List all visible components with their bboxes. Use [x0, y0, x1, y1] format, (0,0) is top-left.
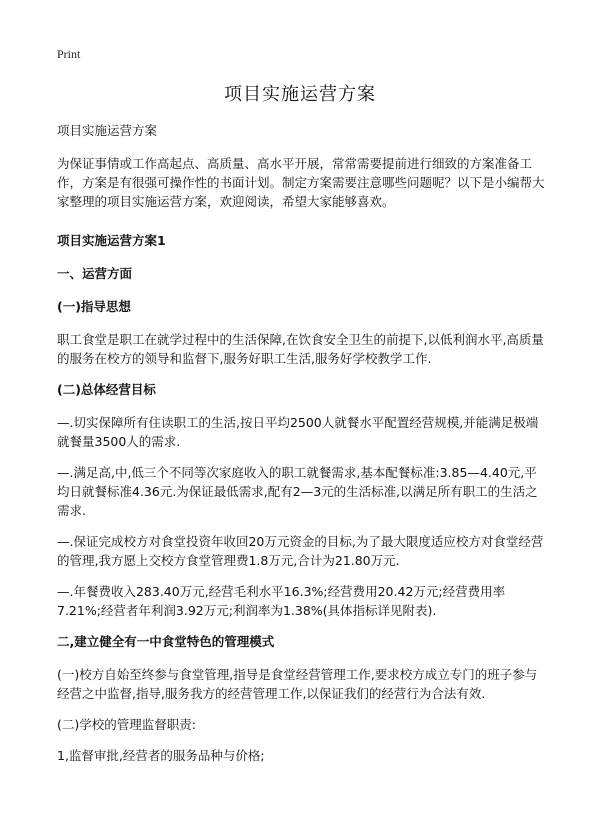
- paragraph-goal-1: —.切实保障所有住读职工的生活,按日平均2500人就餐水平配置经营规模,并能满足极端就餐量3500人的需求.: [57, 415, 539, 449]
- paragraph-management-2: (二)学校的管理监督职责:: [57, 717, 196, 732]
- intro-paragraph: 为保证事情或工作高起点、高质量、高水平开展，常常需要提前进行细致的方案准备工作，方案是有很强可操作性的书面计划。制定方案需要注意哪些问题呢？以下是小编帮大家整理的项目实施运营方案，欢迎阅读，希望大家能够喜欢。: [57, 156, 545, 209]
- print-link[interactable]: Print: [57, 47, 81, 61]
- paragraph-goal-3: —.保证完成校方对食堂投资年收回20万元资金的目标,为了最大限度适应校方对食堂经营的管理,我方愿上交校方食堂管理费1.8万元,合计为21.80万元.: [57, 534, 544, 568]
- subsection-heading-goals: (二)总体经营目标: [57, 382, 156, 397]
- subsection-heading-guide: (一)指导思想: [57, 299, 131, 314]
- paragraph-guide: 职工食堂是职工在就学过程中的生活保障,在饮食安全卫生的前提下,以低利润水平,高质量的服务在校方的领导和监督下,服务好职工生活,服务好学校教学工作.: [57, 332, 544, 366]
- paragraph-goal-2: —.满足高,中,低三个不同等次家庭收入的职工就餐需求,基本配餐标准:3.85—4.40元,平均日就餐标准4.36元.为保证最低需求,配有2—3元的生活标准,以满足所有职工的生活之需求.: [57, 465, 538, 518]
- paragraph-goal-4: —.年餐费收入283.40万元,经营毛利水平16.3%;经营费用20.42万元;经营费用率7.21%;经营者年利润3.92万元;利润率为1.38%(具体指标详见附表).: [57, 584, 506, 618]
- paragraph-management-1: (一)校方自始至终参与食堂管理,指导是食堂经营管理工作,要求校方成立专门的班子参与经营之中监督,指导,服务我方的经营管理工作,以保证我们的经营行为合法有效.: [57, 667, 538, 701]
- section-heading-plan1: 项目实施运营方案1: [57, 233, 166, 248]
- section-heading-operations: 一、运营方面: [57, 266, 133, 281]
- paragraph-management-3: 1,监督审批,经营者的服务品种与价格;: [57, 748, 265, 763]
- document-body: [57, 121, 547, 775]
- document-subtitle: 项目实施运营方案: [57, 123, 158, 138]
- page-title: 项目实施运营方案: [224, 84, 376, 105]
- section-heading-management: 二,建立健全有一中食堂特色的管理模式: [57, 634, 275, 649]
